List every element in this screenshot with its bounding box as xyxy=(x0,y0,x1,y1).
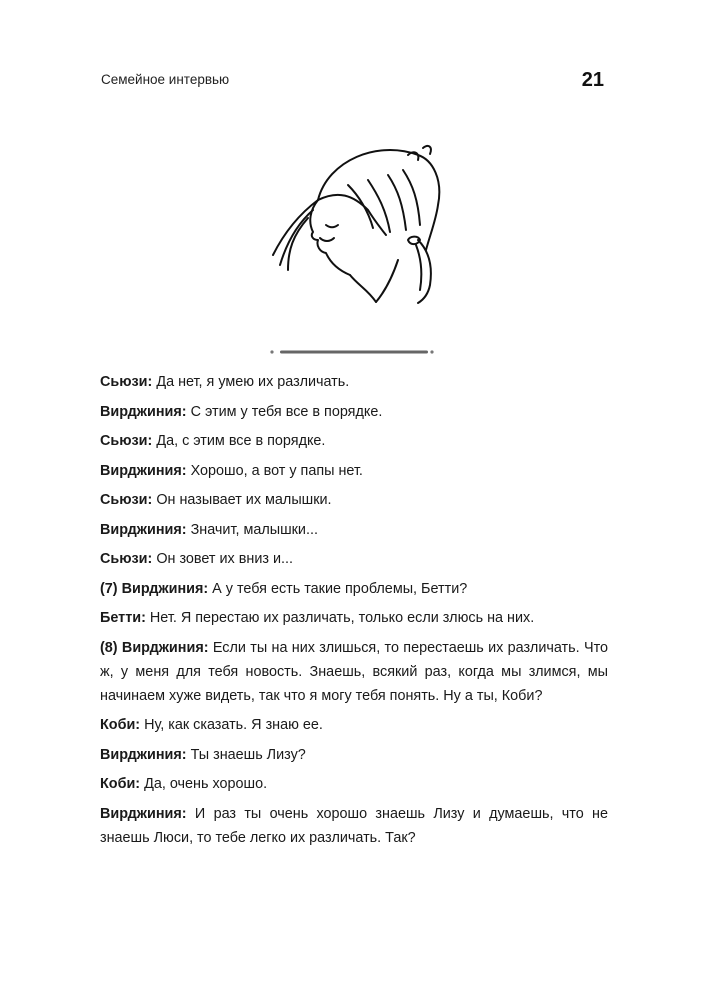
line-number: (8) xyxy=(100,639,122,656)
line-text: Да, с этим все в порядке. xyxy=(152,433,326,449)
line-text: Да нет, я умею их различать. xyxy=(152,374,350,390)
speaker-name: Сьюзи: xyxy=(100,492,153,508)
speaker-name: Вирджиния: xyxy=(100,462,187,479)
speaker-name: Вирджиния: xyxy=(100,403,187,420)
girl-portrait-sketch-icon xyxy=(258,140,458,310)
line-text: Ну, как сказать. Я знаю ее. xyxy=(140,717,323,733)
speaker-name: Коби: xyxy=(100,776,141,792)
dialogue-line xyxy=(100,577,608,601)
speaker-name: Вирджиния: xyxy=(100,805,187,822)
line-text: С этим у тебя все в порядке. xyxy=(186,403,383,420)
line-text: Он зовет их вниз и... xyxy=(152,551,293,567)
dialogue-line xyxy=(100,370,608,394)
dialogue-line xyxy=(100,713,608,737)
dialogue-line xyxy=(100,772,608,796)
speaker-name: Бетти: xyxy=(100,610,146,626)
speaker-name: Сьюзи: xyxy=(100,551,153,567)
line-text: А у тебя есть такие проблемы, Бетти? xyxy=(208,580,468,597)
speaker-name: Сьюзи: xyxy=(100,433,153,449)
dialogue-line xyxy=(100,400,608,424)
dialogue-line xyxy=(100,636,608,708)
dialogue-line xyxy=(100,802,608,850)
speaker-name: Вирджиния: xyxy=(121,580,209,597)
speaker-name: Вирджиния: xyxy=(100,746,187,763)
running-title: Семейное интервью xyxy=(101,72,230,87)
dialogue-line xyxy=(100,743,608,767)
speaker-name: Коби: xyxy=(100,717,141,733)
page-number: 21 xyxy=(581,69,604,91)
line-text: Если ты на них злишься, то перестаешь их различать. Что ж, у меня для тебя новость. Знаешь, всякий раз, когда мы злимся, мы начинаем хуже видеть, так что я могу тебя понять. Ну а ты, Коби? xyxy=(100,639,608,704)
dialogue-line xyxy=(100,429,608,453)
speaker-name: Вирджиния: xyxy=(100,521,187,538)
line-text: Нет. Я перестаю их различать, только если злюсь на них. xyxy=(145,610,535,626)
line-text: Он называет их малышки. xyxy=(152,492,332,508)
dialogue-line xyxy=(100,606,608,630)
dialogue-line xyxy=(100,459,608,483)
line-number: (7) xyxy=(100,580,122,597)
dialogue-text xyxy=(100,370,608,855)
line-text: Да, очень хорошо. xyxy=(140,776,268,792)
section-divider xyxy=(268,347,436,357)
dialogue-line xyxy=(100,488,608,512)
line-text: Ты знаешь Лизу? xyxy=(186,746,306,763)
speaker-name: Сьюзи: xyxy=(100,374,153,390)
speaker-name: Вирджиния: xyxy=(121,639,209,656)
dialogue-line xyxy=(100,518,608,542)
line-text: И раз ты очень хорошо знаешь Лизу и думаешь, что не знаешь Люси, то тебе легко их различать. Так? xyxy=(100,805,608,846)
line-text: Хорошо, а вот у папы нет. xyxy=(186,462,363,479)
line-text: Значит, малышки... xyxy=(186,521,318,538)
dialogue-line xyxy=(100,547,608,571)
